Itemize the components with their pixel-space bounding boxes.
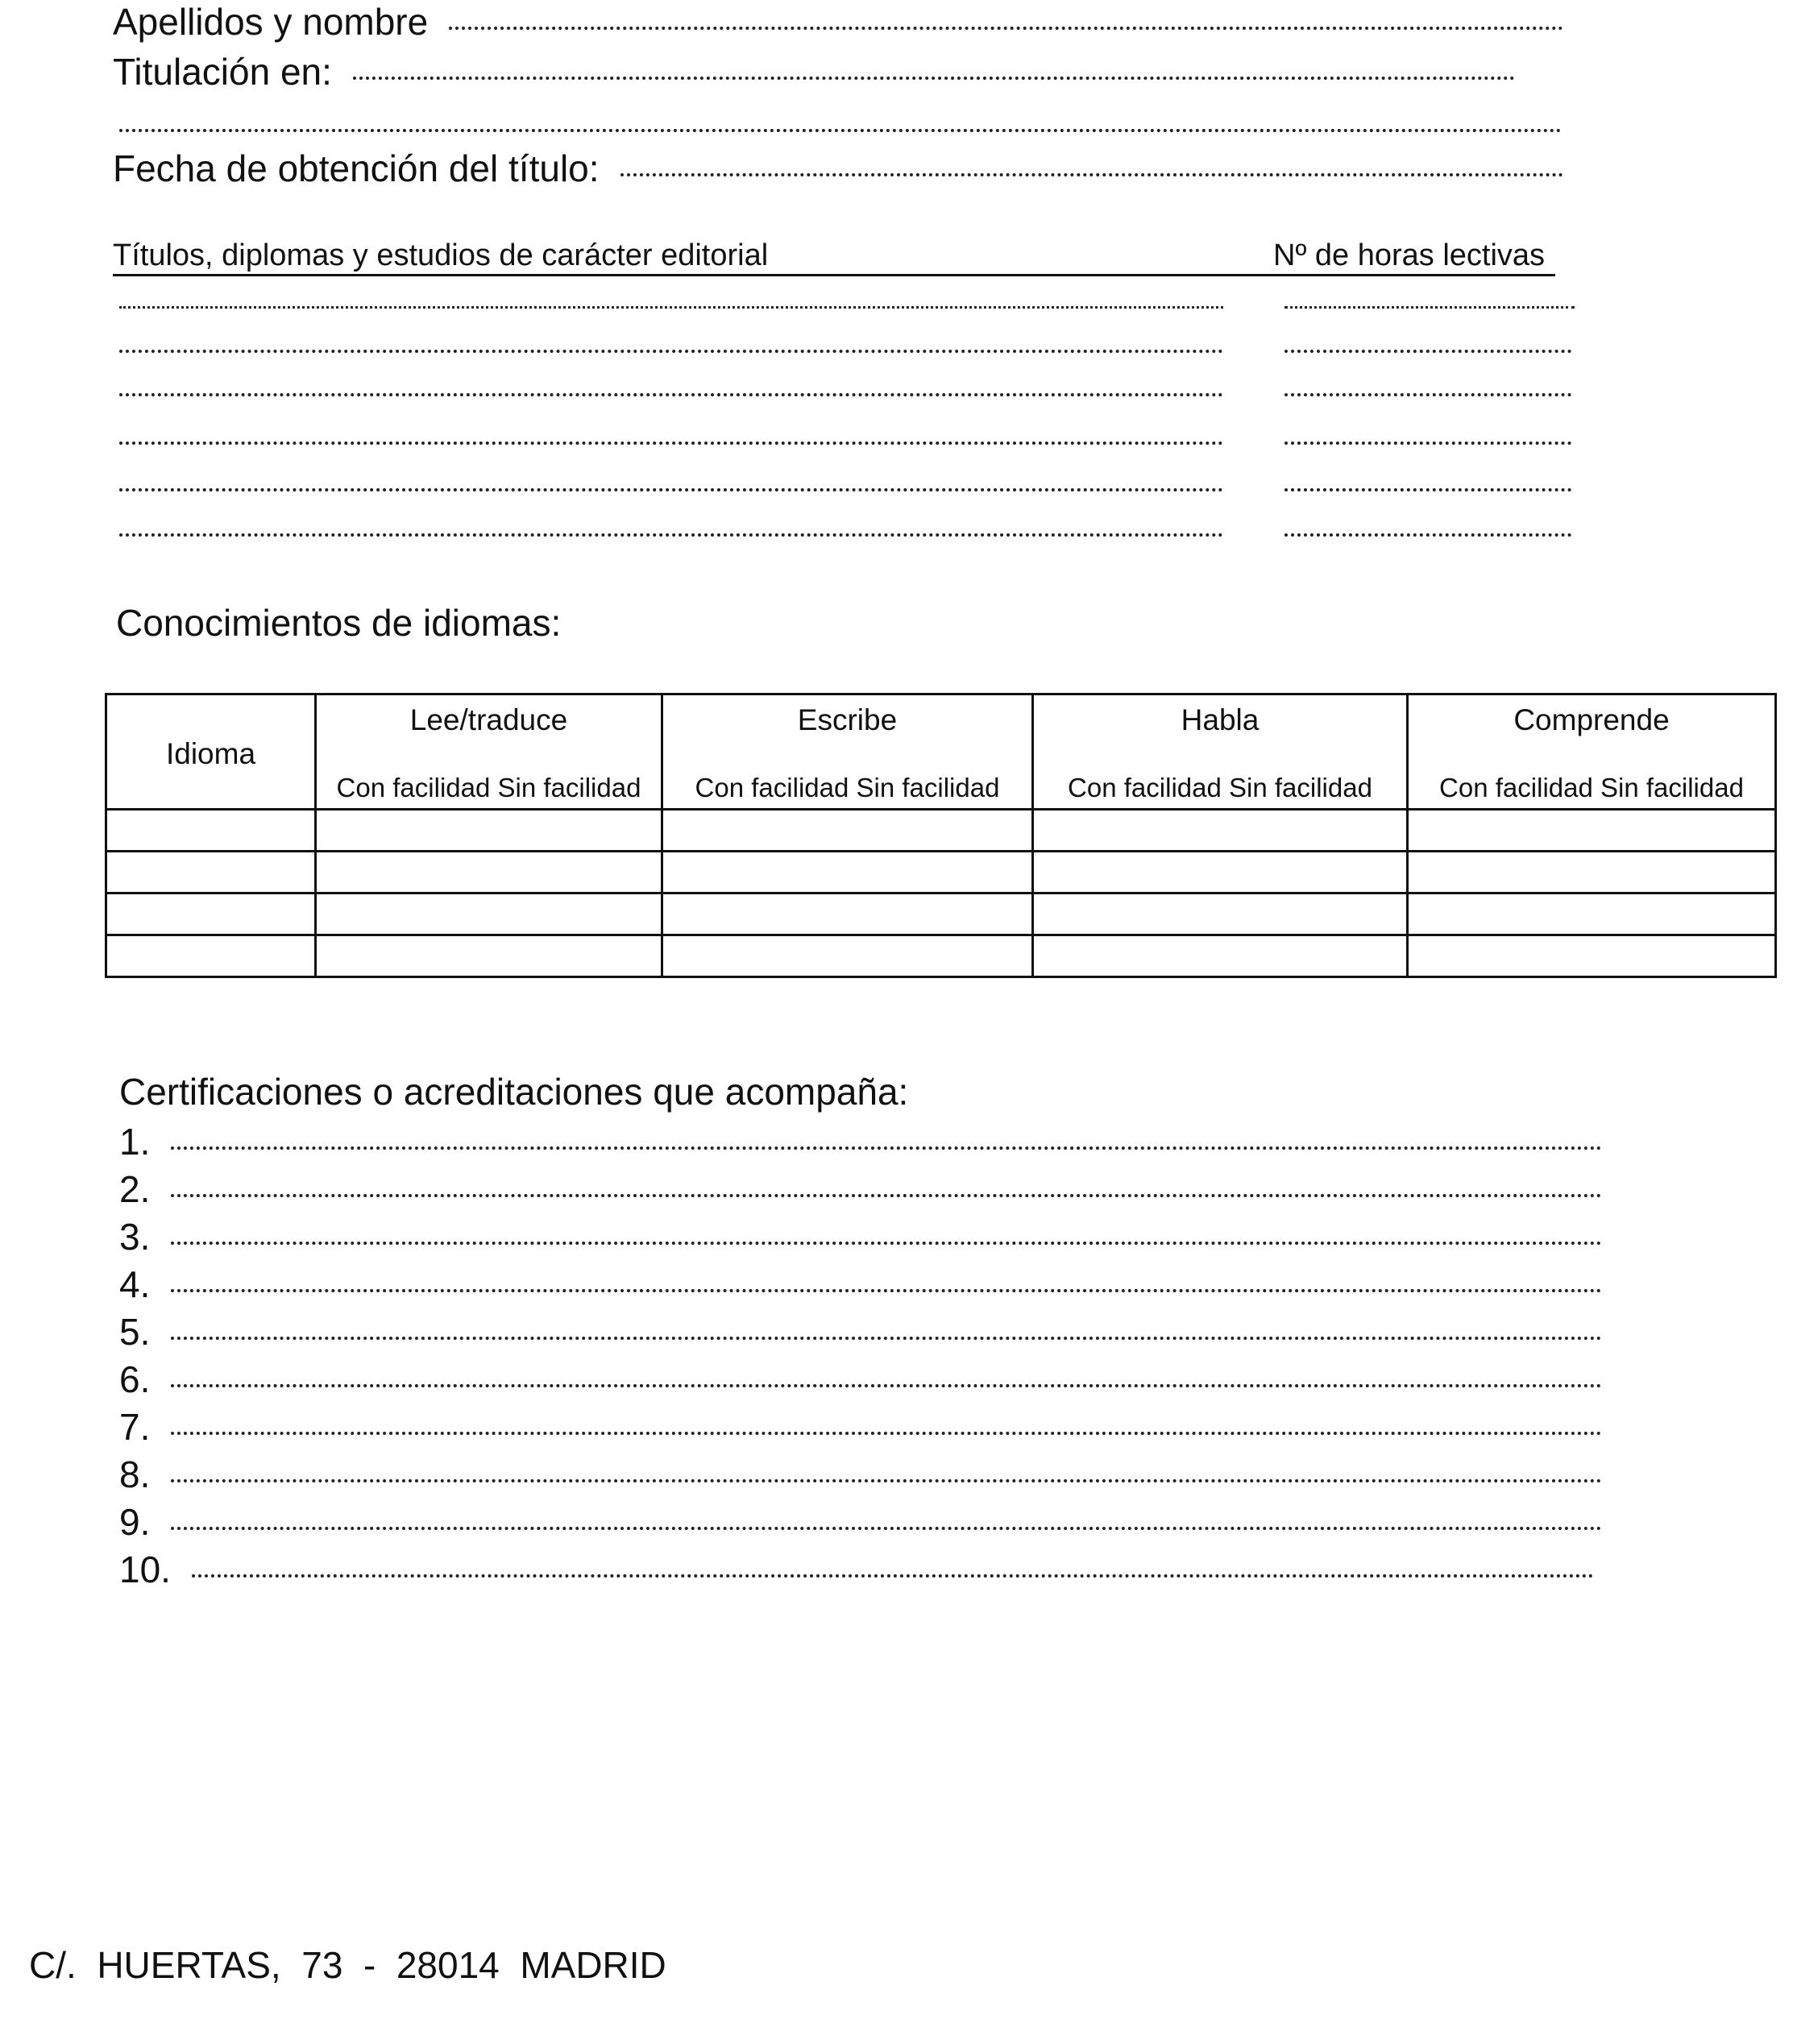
skill-header-writes <box>662 694 1033 810</box>
certification-item <box>119 1215 1602 1258</box>
table-cell[interactable] <box>1033 810 1408 852</box>
certification-line[interactable] <box>171 1146 1602 1150</box>
certification-number: 7. <box>119 1406 151 1448</box>
certification-item <box>119 1548 1594 1591</box>
degree-input-line[interactable] <box>353 77 1515 80</box>
certification-number: 1. <box>119 1121 151 1163</box>
certification-line[interactable] <box>171 1479 1602 1482</box>
table-row <box>106 810 1776 852</box>
certification-item <box>119 1500 1602 1544</box>
date-input-line[interactable] <box>620 173 1563 176</box>
table-cell[interactable] <box>662 810 1033 852</box>
skill-name: Comprende <box>1513 703 1670 736</box>
skill-name: Escribe <box>797 703 898 736</box>
certification-line[interactable] <box>171 1527 1602 1530</box>
certification-line[interactable] <box>192 1574 1594 1578</box>
table-cell[interactable] <box>1033 893 1408 935</box>
table-row <box>106 935 1776 977</box>
skill-header-reads <box>316 694 662 810</box>
table-cell[interactable] <box>316 935 662 977</box>
editorial-study-line[interactable] <box>119 488 1223 491</box>
certification-number: 10. <box>119 1549 171 1590</box>
table-cell[interactable] <box>662 852 1033 893</box>
table-cell[interactable] <box>316 810 662 852</box>
teaching-hours-line[interactable] <box>1284 488 1571 491</box>
certification-line[interactable] <box>171 1194 1602 1197</box>
certifications-heading: Certificaciones o acreditaciones que acompaña: <box>119 1071 909 1113</box>
certification-line[interactable] <box>171 1337 1602 1340</box>
skill-options: Con facilidad Sin facilidad <box>695 773 1000 802</box>
certification-item <box>119 1358 1602 1401</box>
certification-line[interactable] <box>171 1384 1602 1387</box>
certification-number: 9. <box>119 1501 151 1543</box>
table-cell[interactable] <box>1408 810 1776 852</box>
date-label: Fecha de obtención del título: <box>113 147 600 189</box>
table-cell[interactable] <box>662 893 1033 935</box>
certification-item <box>119 1405 1602 1449</box>
teaching-hours-header: Nº de horas lectivas <box>1273 238 1546 272</box>
certification-item <box>119 1310 1602 1354</box>
table-cell[interactable] <box>106 935 316 977</box>
skill-header-speaks <box>1033 694 1408 810</box>
teaching-hours-line[interactable] <box>1284 350 1571 353</box>
certification-line[interactable] <box>171 1242 1602 1245</box>
table-cell[interactable] <box>316 852 662 893</box>
editorial-study-line[interactable] <box>119 442 1223 445</box>
editorial-study-line[interactable] <box>119 306 1223 309</box>
degree-field <box>113 50 1515 93</box>
certification-item <box>119 1453 1602 1496</box>
skill-name: Lee/traduce <box>409 703 568 736</box>
degree-label: Titulación en: <box>113 51 332 93</box>
certification-number: 6. <box>119 1358 151 1400</box>
certification-item <box>119 1262 1602 1306</box>
name-field <box>113 0 1563 44</box>
editorial-study-line[interactable] <box>119 350 1223 353</box>
editorial-study-line[interactable] <box>119 393 1223 396</box>
table-cell[interactable] <box>1408 935 1776 977</box>
table-cell[interactable] <box>106 810 316 852</box>
certification-number: 3. <box>119 1216 151 1258</box>
certification-number: 4. <box>119 1263 151 1305</box>
teaching-hours-line[interactable] <box>1284 533 1571 537</box>
skill-name: Habla <box>1181 703 1260 736</box>
teaching-hours-line[interactable] <box>1284 442 1571 445</box>
certification-line[interactable] <box>171 1289 1602 1292</box>
idioma-header: Idioma <box>165 737 256 770</box>
skill-options: Con facilidad Sin facilidad <box>336 773 641 802</box>
table-cell[interactable] <box>106 852 316 893</box>
languages-table <box>105 693 1777 978</box>
teaching-hours-line[interactable] <box>1284 393 1571 396</box>
table-cell[interactable] <box>1408 893 1776 935</box>
table-cell[interactable] <box>1033 935 1408 977</box>
certification-item <box>119 1120 1602 1163</box>
degree-continuation-line[interactable] <box>119 129 1562 132</box>
table-row <box>106 852 1776 893</box>
certification-line[interactable] <box>171 1432 1602 1435</box>
certification-number: 8. <box>119 1453 151 1495</box>
editorial-study-line[interactable] <box>119 533 1223 537</box>
languages-heading: Conocimientos de idiomas: <box>116 602 562 644</box>
name-input-line[interactable] <box>449 27 1563 30</box>
idioma-header-cell <box>106 694 316 810</box>
editorial-header-row <box>113 238 1555 276</box>
teaching-hours-line[interactable] <box>1284 306 1575 309</box>
certification-number: 2. <box>119 1168 151 1210</box>
name-label: Apellidos y nombre <box>113 1 429 43</box>
table-cell[interactable] <box>662 935 1033 977</box>
table-cell[interactable] <box>1033 852 1408 893</box>
certification-number: 5. <box>119 1311 151 1353</box>
languages-table-header <box>106 694 1776 810</box>
skill-options: Con facilidad Sin facilidad <box>1439 773 1744 802</box>
date-field <box>113 147 1563 190</box>
skill-header-understands <box>1408 694 1776 810</box>
footer-address: C/. HUERTAS, 73 - 28014 MADRID <box>29 1944 666 1986</box>
table-cell[interactable] <box>1408 852 1776 893</box>
table-row <box>106 893 1776 935</box>
certification-item <box>119 1167 1602 1211</box>
skill-options: Con facilidad Sin facilidad <box>1068 773 1372 802</box>
table-cell[interactable] <box>316 893 662 935</box>
table-cell[interactable] <box>106 893 316 935</box>
editorial-studies-header: Títulos, diplomas y estudios de carácter editorial <box>113 238 769 272</box>
